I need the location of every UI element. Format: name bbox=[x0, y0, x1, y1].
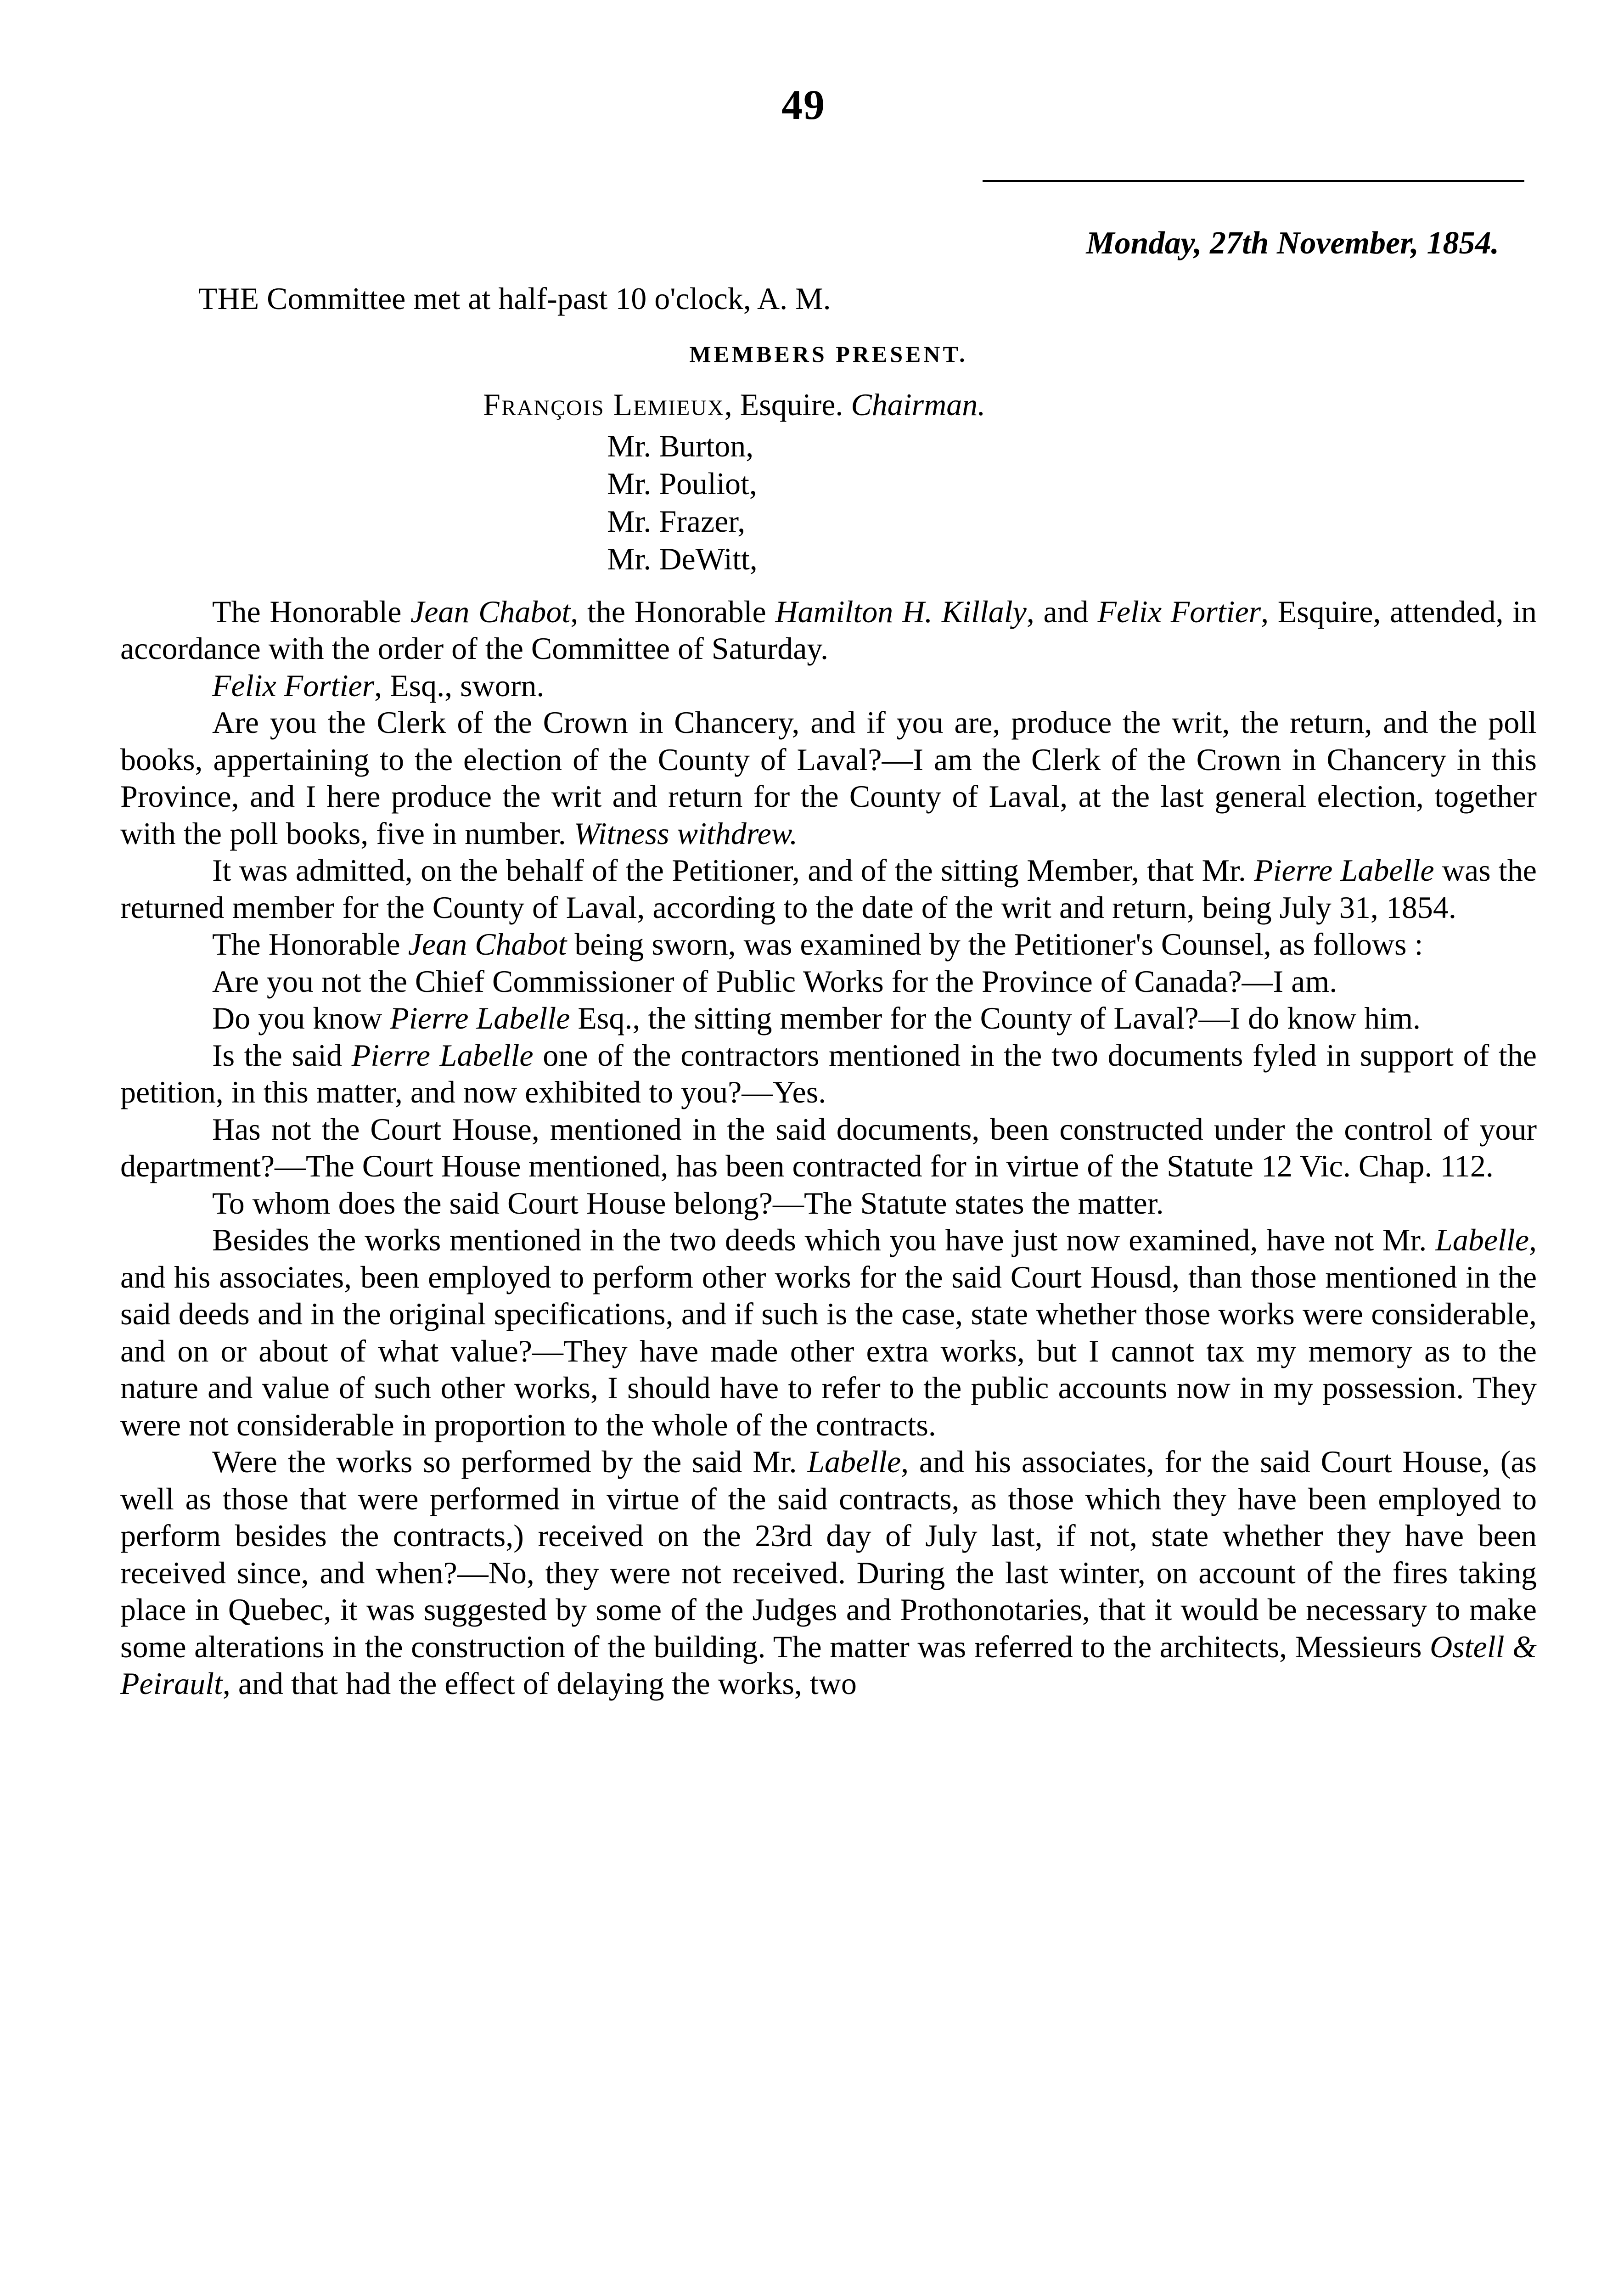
text-run: Do you know bbox=[212, 1001, 390, 1035]
italic-text: Felix Fortier bbox=[1097, 594, 1261, 629]
paragraph bbox=[120, 704, 1537, 852]
document-body bbox=[120, 280, 1537, 1702]
paragraph bbox=[120, 667, 1537, 704]
paragraph bbox=[120, 926, 1537, 963]
text-run: Besides the works mentioned in the two deeds which you have just now examined, have not Mr. bbox=[212, 1222, 1436, 1257]
text-run: , Esq., sworn. bbox=[374, 668, 545, 703]
italic-text: Pierre Labelle bbox=[390, 1001, 570, 1035]
chairman-name: François Lemieux bbox=[483, 387, 725, 422]
italic-text: Jean Chabot bbox=[408, 927, 567, 962]
paragraph bbox=[120, 963, 1537, 1000]
text-run: Are you not the Chief Commissioner of Public Works for the Province of Canada?—I am. bbox=[212, 963, 1337, 999]
text-run: The Honorable bbox=[212, 594, 411, 629]
paragraph bbox=[120, 1037, 1537, 1111]
text-run: Are you the Clerk of the Crown in Chancery, and if you are, produce the writ, the return, and the poll books, appertaining to the election of the County of Laval?—I am the Clerk of the Crown in Chancery in this Province, and I here produce the writ and return for the County of Laval, at the last general election, together with the poll books, five in number. bbox=[120, 705, 1537, 851]
paragraph bbox=[120, 1185, 1537, 1222]
text-run: , the Honorable bbox=[570, 594, 775, 629]
italic-text: Labelle bbox=[807, 1444, 901, 1479]
paragraph bbox=[120, 593, 1537, 667]
chairman-title: Chairman. bbox=[851, 387, 986, 422]
text-run: , Esquire, attended, in accordance with the order of the Committee of Saturday. bbox=[120, 594, 1537, 666]
dateline: Monday, 27th November, 1854. bbox=[1086, 225, 1499, 261]
text-run: , and bbox=[1026, 594, 1098, 629]
italic-text: Labelle bbox=[1435, 1222, 1529, 1257]
text-run: The Honorable bbox=[212, 927, 408, 962]
testimony bbox=[120, 593, 1537, 1702]
chairman-line bbox=[120, 386, 1537, 423]
italic-text: Felix Fortier bbox=[212, 668, 375, 703]
italic-text: Hamilton H. Killaly bbox=[775, 594, 1027, 629]
text-run: one of the contractors mentioned in the two documents fyled in support of the petition, in this matter, and now exhibited to you?—Yes. bbox=[120, 1037, 1537, 1109]
chairman-rest: , Esquire. bbox=[724, 387, 843, 422]
page-number: 49 bbox=[781, 81, 826, 128]
text-run: Is the said bbox=[212, 1037, 352, 1073]
text-run: Has not the Court House, mentioned in the said documents, been constructed under the control of your department?—The Court House mentioned, has been contracted for in virtue of the Statute 12 Vic. Chap. 112. bbox=[120, 1111, 1537, 1183]
text-run: , and that had the effect of delaying the works, two bbox=[222, 1666, 857, 1701]
italic-text: Ostell bbox=[1430, 1629, 1505, 1664]
text-run: , and his associates, for the said Court House, (as well as those that were performed in virtue of the said contracts, as those which they have been employed to perform besides the contracts,) received on the 23rd day of July last, if not, state whether they have been received since, and when?—No, they were not received. During the last winter, on account of the fires taking place in Quebec, it was suggested by some of the Judges and Prothonotaries, that it would be necessary to make some alterations in the construction of the building. The matter was referred to the architects, Messieurs bbox=[120, 1444, 1537, 1664]
member-item: Mr. Burton, bbox=[607, 428, 754, 463]
paragraph bbox=[120, 852, 1537, 926]
text-run: To whom does the said Court House belong?—The Statute states the matter. bbox=[212, 1185, 1164, 1221]
top-rule bbox=[983, 180, 1524, 182]
paragraph bbox=[120, 1443, 1537, 1702]
paragraph bbox=[120, 1000, 1537, 1037]
text-run: being sworn, was examined by the Petitioner's Counsel, as follows : bbox=[567, 927, 1423, 962]
italic-text: Pierre Labelle bbox=[1254, 853, 1434, 888]
italic-text: Pierre Labelle bbox=[351, 1037, 534, 1073]
member-item: Mr. Frazer, bbox=[607, 503, 746, 539]
member-item: Mr. DeWitt, bbox=[607, 541, 758, 576]
text-run: It was admitted, on the behalf of the Petitioner, and of the sitting Member, that Mr. bbox=[212, 853, 1254, 888]
text-run: was the returned member for the County of Laval, according to the date of the writ and return, being July 31, 1854. bbox=[120, 853, 1537, 925]
members-heading: MEMBERS PRESENT. bbox=[689, 341, 968, 367]
paragraph bbox=[120, 1111, 1537, 1185]
paragraph bbox=[120, 1221, 1537, 1443]
italic-text: & bbox=[1504, 1629, 1537, 1664]
meeting-line: THE Committee met at half-past 10 o'clock, A. M. bbox=[198, 281, 831, 316]
italic-text: Peirault bbox=[120, 1666, 223, 1701]
text-run: , and his associates, been employed to perform other works for the said Court Housd, than those mentioned in the said deeds and in the original specifications, and if such is the case, state whether those works were considerable, and on or about of what value?—They have made other extra works, but I cannot tax my memory as to the nature and value of such other works, I should have to refer to the public accounts now in my possession. They were not considerable in proportion to the whole of the contracts. bbox=[120, 1222, 1537, 1442]
member-item: Mr. Pouliot, bbox=[607, 466, 757, 501]
italic-text: Jean Chabot bbox=[410, 594, 571, 629]
italic-text: Witness withdrew. bbox=[573, 816, 798, 851]
text-run: Esq., the sitting member for the County of Laval?—I do know him. bbox=[570, 1001, 1421, 1035]
members-list bbox=[120, 427, 1537, 578]
text-run: Were the works so performed by the said Mr. bbox=[212, 1444, 808, 1479]
